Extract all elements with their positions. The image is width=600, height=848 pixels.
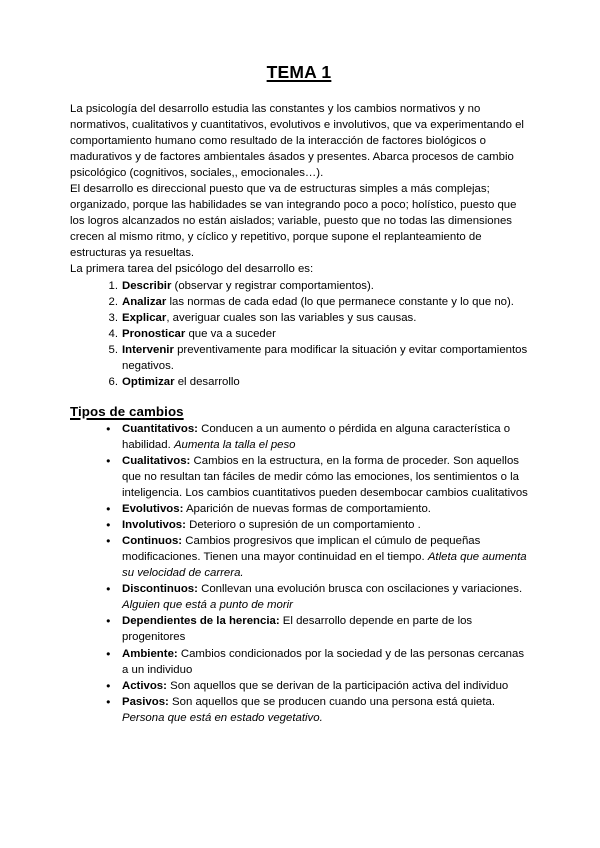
list-item-example: Aumenta la talla el peso bbox=[173, 438, 296, 451]
list-item bbox=[106, 613, 528, 645]
list-item-text: El desarrollo depende en parte de los progenitores bbox=[122, 615, 473, 644]
list-item bbox=[104, 374, 528, 390]
list-item bbox=[104, 278, 528, 294]
list-item-term: Cualitativos: bbox=[122, 454, 191, 467]
list-item-example: Atleta que aumenta su velocidad de carrera. bbox=[122, 551, 527, 580]
list-item-term: Cuantitativos: bbox=[122, 422, 198, 435]
page-title-text: TEMA 1 bbox=[266, 62, 332, 82]
psychologist-tasks-list bbox=[70, 278, 528, 390]
list-item-text: Conducen a un aumento o pérdida en alguna característica o habilidad. bbox=[122, 422, 511, 451]
section-heading-text: Tipos de cambios bbox=[70, 403, 184, 419]
list-item-term: Explicar bbox=[122, 311, 167, 324]
list-item bbox=[106, 678, 528, 694]
list-item-text: (observar y registrar comportamientos). bbox=[171, 279, 374, 292]
list-item-text: Son aquellos que se derivan de la participación activa del individuo bbox=[166, 679, 509, 692]
list-item bbox=[106, 421, 528, 453]
intro-paragraph-3: La primera tarea del psicólogo del desarrollo es: bbox=[70, 263, 314, 276]
list-item-text: Cambios condicionados por la sociedad y de las personas cercanas a un individuo bbox=[122, 647, 525, 676]
list-item-text: , averiguar cuales son las variables y sus causas. bbox=[166, 311, 417, 324]
list-item-term: Discontinuos: bbox=[122, 583, 198, 596]
list-item bbox=[106, 453, 528, 501]
list-item-example: Alguien que está a punto de morir bbox=[122, 599, 293, 612]
section-heading bbox=[70, 404, 528, 419]
list-item-term: Activos: bbox=[122, 679, 167, 692]
list-item bbox=[106, 501, 528, 517]
list-item-text: que va a suceder bbox=[185, 327, 276, 340]
list-item-term: Optimizar bbox=[122, 375, 175, 388]
list-item-text: Conllevan una evolución brusca con oscilaciones y variaciones. bbox=[197, 583, 523, 596]
list-item-text: el desarrollo bbox=[174, 375, 240, 388]
list-item-term: Ambiente: bbox=[122, 647, 178, 660]
list-item bbox=[106, 646, 528, 678]
list-item-text: Cambios en la estructura, en la forma de proceder. Son aquellos que no resultan tan fáciles de medir cómo las emociones, los sentimientos o la inteligencia. Los cambios cuantitativos pueden desembocar cambios cualitativos bbox=[122, 454, 528, 500]
list-item-text: Cambios progresivos que implican el cúmulo de pequeñas modificaciones. Tienen una mayor continuidad en el tiempo. bbox=[122, 535, 481, 564]
list-item bbox=[104, 342, 528, 374]
page-title bbox=[70, 62, 528, 84]
list-item-term: Pronosticar bbox=[122, 327, 186, 340]
list-item-text: Son aquellos que se producen cuando una persona está quieta. bbox=[168, 695, 496, 708]
list-item bbox=[106, 517, 528, 533]
list-item-term: Pasivos: bbox=[122, 695, 169, 708]
list-item bbox=[106, 581, 528, 613]
list-item-term: Analizar bbox=[122, 295, 167, 308]
intro-paragraph-2: El desarrollo es direccional puesto que va de estructuras simples a más complejas; organizado, porque las habilidades se van integrando poco a poco; holístico, puesto que los logros alcanzados no están aislados; variable, puesto que no todas las dimensiones crecen al mismo ritmo, y cíclico y repetitivo, porque supone el replanteamiento de estructuras ya resueltas. bbox=[70, 183, 517, 260]
list-item-term: Describir bbox=[122, 279, 172, 292]
list-item-term: Involutivos: bbox=[122, 519, 186, 532]
list-item bbox=[104, 326, 528, 342]
list-item-text: las normas de cada edad (lo que permanece constante y lo que no). bbox=[166, 295, 514, 308]
intro-paragraph-1: La psicología del desarrollo estudia las constantes y los cambios normativos y no normativos, cualitativos y cuantitativos, evolutivos e involutivos, que va experimentando el comportamiento humano como resultado de la interacción de factores biológicos o madurativos y de factores ambientales ásados y presentes. Abarca procesos de cambio psicológico (cognitivos, sociales,, emocionales…). bbox=[70, 103, 524, 180]
list-item-example: Persona que está en estado vegetativo. bbox=[122, 711, 323, 724]
list-item-term: Evolutivos: bbox=[122, 503, 184, 516]
list-item-text: Deterioro o supresión de un comportamiento . bbox=[185, 519, 421, 532]
list-item-text: Aparición de nuevas formas de comportamiento. bbox=[183, 503, 431, 516]
list-item-term: Continuos: bbox=[122, 535, 183, 548]
list-item bbox=[106, 533, 528, 581]
list-item bbox=[106, 694, 528, 726]
list-item-text: preventivamente para modificar la situación y evitar comportamientos negativos. bbox=[122, 343, 528, 372]
list-item bbox=[104, 294, 528, 310]
list-item-term: Intervenir bbox=[122, 343, 174, 356]
list-item bbox=[104, 310, 528, 326]
change-types-list bbox=[70, 421, 528, 726]
list-item-term: Dependientes de la herencia: bbox=[122, 615, 280, 628]
